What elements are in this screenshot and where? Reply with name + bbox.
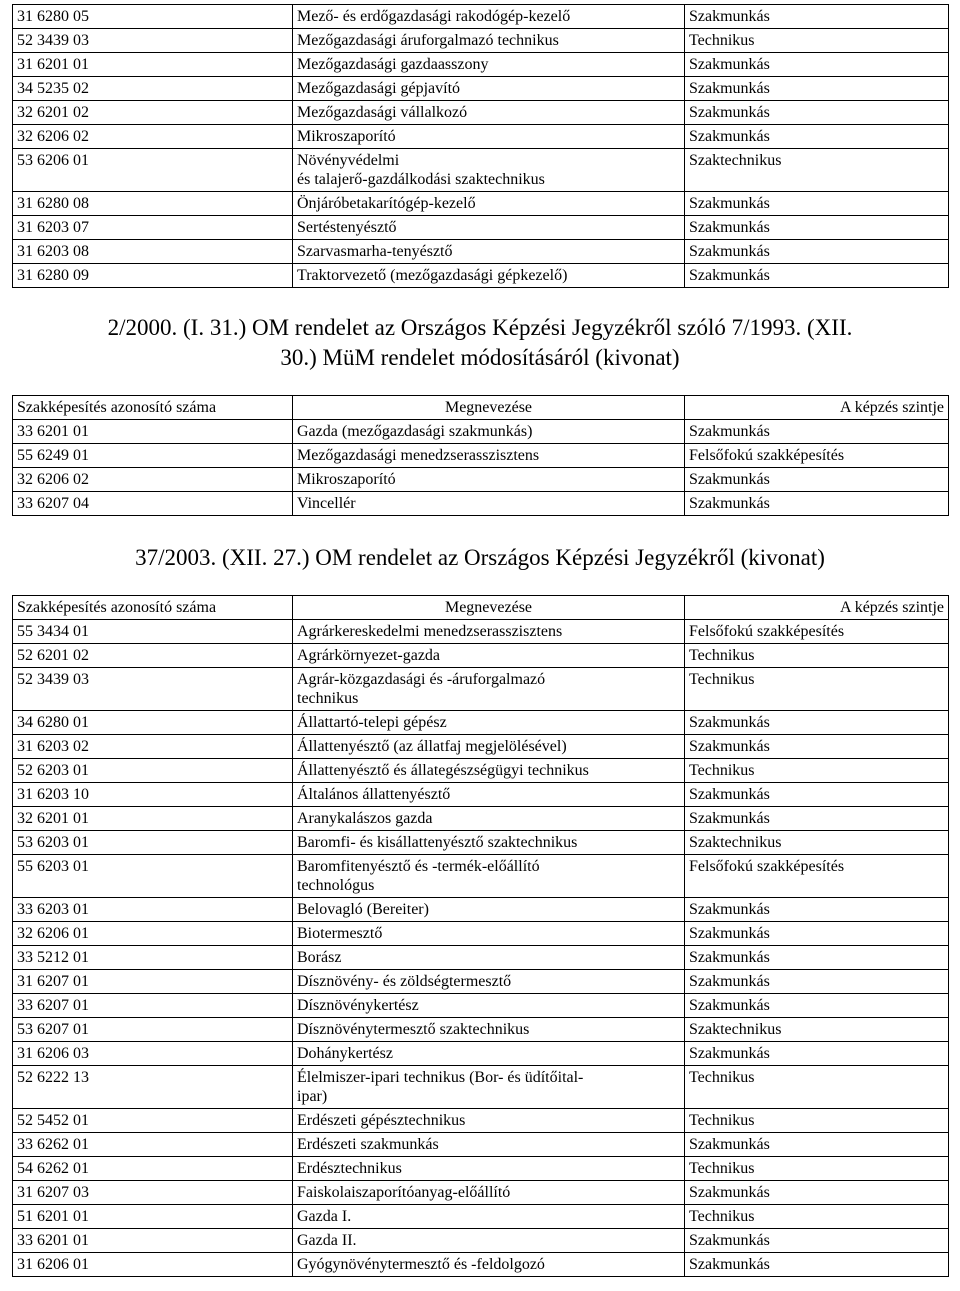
table-row <box>13 970 949 994</box>
cell-name <box>293 1205 685 1229</box>
cell-code: 52 6203 01 <box>13 759 293 783</box>
document-page <box>12 4 948 1277</box>
cell-name-line: Állattartó-telepi gépész <box>297 714 447 731</box>
cell-level: Szakmunkás <box>685 922 949 946</box>
cell-level: Technikus <box>685 29 949 53</box>
cell-name <box>293 125 685 149</box>
cell-code: 31 6207 01 <box>13 970 293 994</box>
cell-level: Szaktechnikus <box>685 831 949 855</box>
cell-code: 31 6203 02 <box>13 735 293 759</box>
cell-name <box>293 5 685 29</box>
cell-level: Szakmunkás <box>685 192 949 216</box>
cell-level: Technikus <box>685 759 949 783</box>
cell-name <box>293 1181 685 1205</box>
cell-name-line: Mezőgazdasági áruforgalmazó technikus <box>297 32 559 49</box>
cell-name-line: Mező- és erdőgazdasági rakodógép-kezelő <box>297 8 571 25</box>
table-row <box>13 1066 949 1109</box>
table-row <box>13 783 949 807</box>
cell-code: 51 6201 01 <box>13 1205 293 1229</box>
cell-code: 34 5235 02 <box>13 77 293 101</box>
cell-name <box>293 468 685 492</box>
table-row <box>13 1205 949 1229</box>
table-row <box>13 946 949 970</box>
cell-name-line: Baromfitenyésztő és -termék-előállító <box>297 858 540 875</box>
section-title-2003 <box>12 543 948 573</box>
cell-code: 52 3439 03 <box>13 29 293 53</box>
cell-name-line: Traktorvezető (mezőgazdasági gépkezelő) <box>297 267 568 284</box>
section-title-2000 <box>12 313 948 373</box>
table-row <box>13 420 949 444</box>
cell-level: Technikus <box>685 1157 949 1181</box>
cell-code: 33 6207 04 <box>13 492 293 516</box>
cell-level: Szakmunkás <box>685 994 949 1018</box>
cell-name-line: Mikroszaporító <box>297 471 396 488</box>
cell-name <box>293 1066 685 1109</box>
cell-code: 55 6203 01 <box>13 855 293 898</box>
cell-name-line: Gyógynövénytermesztő és -feldolgozó <box>297 1256 545 1273</box>
cell-name <box>293 620 685 644</box>
cell-level: Szakmunkás <box>685 1042 949 1066</box>
cell-name <box>293 1253 685 1277</box>
cell-name <box>293 492 685 516</box>
table-body <box>13 420 949 516</box>
header-code: Szakképesítés azonosító száma <box>13 396 293 420</box>
cell-name-line: Vincellér <box>297 495 356 512</box>
cell-name-line: Biotermesztő <box>297 925 383 942</box>
table-row <box>13 444 949 468</box>
table-row <box>13 855 949 898</box>
table-row <box>13 1181 949 1205</box>
cell-name <box>293 444 685 468</box>
cell-code: 33 6201 01 <box>13 1229 293 1253</box>
cell-name-line: Erdészeti szakmunkás <box>297 1136 439 1153</box>
cell-name <box>293 994 685 1018</box>
table-row <box>13 29 949 53</box>
table-row <box>13 492 949 516</box>
cell-level: Technikus <box>685 1205 949 1229</box>
cell-level: Szakmunkás <box>685 1253 949 1277</box>
cell-name <box>293 807 685 831</box>
cell-code: 34 6280 01 <box>13 711 293 735</box>
cell-level: Szakmunkás <box>685 783 949 807</box>
cell-code: 55 3434 01 <box>13 620 293 644</box>
title-line-1: 2/2000. (I. 31.) OM rendelet az Országos Képzési Jegyzékről szóló 7/1993. (XII. <box>107 315 853 340</box>
cell-name-line: Mezőgazdasági gazdaasszony <box>297 56 489 73</box>
table-section-3 <box>12 595 949 1277</box>
cell-name-line: Aranykalászos gazda <box>297 810 433 827</box>
cell-code: 31 6280 08 <box>13 192 293 216</box>
cell-code: 52 5452 01 <box>13 1109 293 1133</box>
cell-name-line: Agrár-közgazdasági és -áruforgalmazó <box>297 671 546 688</box>
cell-level: Szakmunkás <box>685 125 949 149</box>
cell-name <box>293 192 685 216</box>
cell-level: Szakmunkás <box>685 264 949 288</box>
cell-name-line: Növényvédelmi <box>297 152 400 169</box>
table-row <box>13 101 949 125</box>
cell-name-line: Mezőgazdasági menedzserasszisztens <box>297 447 540 464</box>
cell-name-line: ipar) <box>297 1088 328 1105</box>
header-code: Szakképesítés azonosító száma <box>13 596 293 620</box>
cell-level: Szakmunkás <box>685 240 949 264</box>
table-row <box>13 192 949 216</box>
cell-code: 52 6201 02 <box>13 644 293 668</box>
cell-level: Szakmunkás <box>685 711 949 735</box>
table-row <box>13 735 949 759</box>
cell-name <box>293 711 685 735</box>
cell-name-line: Borász <box>297 949 342 966</box>
table-row <box>13 807 949 831</box>
cell-level: Szakmunkás <box>685 735 949 759</box>
cell-code: 31 6207 03 <box>13 1181 293 1205</box>
cell-name-line: Élelmiszer-ipari technikus (Bor- és üdítőital- <box>297 1069 584 1086</box>
cell-code: 52 3439 03 <box>13 668 293 711</box>
cell-name <box>293 855 685 898</box>
table-header-row <box>13 596 949 620</box>
table-row <box>13 264 949 288</box>
cell-code: 31 6206 01 <box>13 1253 293 1277</box>
title-line-2: 30.) MüM rendelet módosításáról (kivonat) <box>280 345 680 370</box>
table-row <box>13 1018 949 1042</box>
cell-level: Szakmunkás <box>685 77 949 101</box>
cell-name <box>293 922 685 946</box>
cell-name-line: Baromfi- és kisállattenyésztő szaktechnikus <box>297 834 578 851</box>
table-row <box>13 922 949 946</box>
cell-level: Szakmunkás <box>685 1133 949 1157</box>
table-row <box>13 53 949 77</box>
cell-level: Szakmunkás <box>685 101 949 125</box>
table-row <box>13 216 949 240</box>
cell-level: Szakmunkás <box>685 1229 949 1253</box>
cell-level: Szakmunkás <box>685 492 949 516</box>
cell-level: Szakmunkás <box>685 898 949 922</box>
cell-name-line: Agrárkereskedelmi menedzserasszisztens <box>297 623 563 640</box>
cell-name-line: és talajerő-gazdálkodási szaktechnikus <box>297 171 545 188</box>
cell-name <box>293 1109 685 1133</box>
cell-code: 31 6203 07 <box>13 216 293 240</box>
table-row <box>13 1109 949 1133</box>
title-line: 37/2003. (XII. 27.) OM rendelet az Országos Képzési Jegyzékről (kivonat) <box>135 545 825 570</box>
cell-level: Technikus <box>685 644 949 668</box>
table-row <box>13 77 949 101</box>
header-name: Megnevezése <box>293 396 685 420</box>
cell-level: Felsőfokú szakképesítés <box>685 620 949 644</box>
cell-name-line: technológus <box>297 877 375 894</box>
cell-code: 53 6207 01 <box>13 1018 293 1042</box>
table-row <box>13 831 949 855</box>
cell-name-line: Mezőgazdasági gépjavító <box>297 80 461 97</box>
cell-name <box>293 1042 685 1066</box>
header-name: Megnevezése <box>293 596 685 620</box>
cell-name <box>293 264 685 288</box>
cell-name <box>293 420 685 444</box>
cell-level: Szakmunkás <box>685 53 949 77</box>
cell-code: 53 6206 01 <box>13 149 293 192</box>
cell-name-line: Gazda II. <box>297 1232 357 1249</box>
cell-name <box>293 29 685 53</box>
table-row <box>13 1133 949 1157</box>
table-row <box>13 5 949 29</box>
cell-level: Felsőfokú szakképesítés <box>685 444 949 468</box>
cell-name-line: Belovagló (Bereiter) <box>297 901 429 918</box>
cell-code: 52 6222 13 <box>13 1066 293 1109</box>
table-body <box>13 620 949 1277</box>
cell-name-line: Állattenyésztő (az állatfaj megjelölésével) <box>297 738 567 755</box>
cell-code: 31 6201 01 <box>13 53 293 77</box>
table-row <box>13 149 949 192</box>
cell-name <box>293 1018 685 1042</box>
cell-name <box>293 1229 685 1253</box>
table-row <box>13 668 949 711</box>
cell-name <box>293 831 685 855</box>
cell-name <box>293 898 685 922</box>
cell-name-line: technikus <box>297 690 359 707</box>
cell-name-line: Erdészeti gépésztechnikus <box>297 1112 466 1129</box>
cell-name-line: Mezőgazdasági vállalkozó <box>297 104 468 121</box>
cell-name-line: Mikroszaporító <box>297 128 396 145</box>
table-section-1 <box>12 4 949 288</box>
cell-code: 31 6203 10 <box>13 783 293 807</box>
header-level: A képzés szintje <box>685 596 949 620</box>
cell-level: Szakmunkás <box>685 970 949 994</box>
table-header-row <box>13 396 949 420</box>
cell-level: Szakmunkás <box>685 420 949 444</box>
table-row <box>13 468 949 492</box>
cell-level: Szakmunkás <box>685 5 949 29</box>
table-row <box>13 240 949 264</box>
cell-name <box>293 1157 685 1181</box>
cell-level: Technikus <box>685 668 949 711</box>
cell-code: 33 6201 01 <box>13 420 293 444</box>
cell-code: 31 6203 08 <box>13 240 293 264</box>
cell-name <box>293 216 685 240</box>
cell-level: Szakmunkás <box>685 1181 949 1205</box>
cell-level: Szakmunkás <box>685 807 949 831</box>
cell-name-line: Agrárkörnyezet-gazda <box>297 647 441 664</box>
cell-code: 32 6201 02 <box>13 101 293 125</box>
table-row <box>13 898 949 922</box>
table-row <box>13 1229 949 1253</box>
table-row <box>13 759 949 783</box>
cell-name <box>293 644 685 668</box>
cell-code: 31 6206 03 <box>13 1042 293 1066</box>
cell-level: Szakmunkás <box>685 468 949 492</box>
cell-name-line: Erdésztechnikus <box>297 1160 402 1177</box>
table-row <box>13 1253 949 1277</box>
cell-code: 55 6249 01 <box>13 444 293 468</box>
cell-name <box>293 783 685 807</box>
table-row <box>13 711 949 735</box>
cell-name <box>293 946 685 970</box>
cell-name <box>293 970 685 994</box>
cell-code: 32 6206 01 <box>13 922 293 946</box>
cell-code: 32 6206 02 <box>13 125 293 149</box>
cell-code: 53 6203 01 <box>13 831 293 855</box>
table-body <box>13 5 949 288</box>
cell-name <box>293 53 685 77</box>
cell-code: 33 5212 01 <box>13 946 293 970</box>
cell-name <box>293 735 685 759</box>
cell-name <box>293 668 685 711</box>
cell-level: Szakmunkás <box>685 216 949 240</box>
table-row <box>13 644 949 668</box>
cell-name-line: Dísznövény- és zöldségtermesztő <box>297 973 512 990</box>
cell-name-line: Állattenyésztő és állategészségügyi technikus <box>297 762 589 779</box>
cell-code: 32 6201 01 <box>13 807 293 831</box>
table-row <box>13 1042 949 1066</box>
header-level: A képzés szintje <box>685 396 949 420</box>
cell-level: Technikus <box>685 1109 949 1133</box>
cell-name-line: Gazda I. <box>297 1208 352 1225</box>
cell-name-line: Dísznövénykertész <box>297 997 419 1014</box>
cell-code: 31 6280 09 <box>13 264 293 288</box>
cell-name <box>293 240 685 264</box>
cell-level: Szaktechnikus <box>685 149 949 192</box>
cell-level: Felsőfokú szakképesítés <box>685 855 949 898</box>
cell-code: 54 6262 01 <box>13 1157 293 1181</box>
cell-name-line: Sertéstenyésztő <box>297 219 397 236</box>
table-row <box>13 994 949 1018</box>
cell-level: Szakmunkás <box>685 946 949 970</box>
cell-code: 33 6262 01 <box>13 1133 293 1157</box>
cell-code: 32 6206 02 <box>13 468 293 492</box>
cell-name <box>293 1133 685 1157</box>
cell-name-line: Önjáróbetakarítógép-kezelő <box>297 195 476 212</box>
cell-name-line: Dohánykertész <box>297 1045 393 1062</box>
table-row <box>13 1157 949 1181</box>
table-row <box>13 620 949 644</box>
table-row <box>13 125 949 149</box>
cell-name-line: Dísznövénytermesztő szaktechnikus <box>297 1021 530 1038</box>
cell-level: Technikus <box>685 1066 949 1109</box>
cell-name-line: Szarvasmarha-tenyésztő <box>297 243 453 260</box>
cell-code: 33 6207 01 <box>13 994 293 1018</box>
cell-name-line: Gazda (mezőgazdasági szakmunkás) <box>297 423 533 440</box>
cell-code: 33 6203 01 <box>13 898 293 922</box>
cell-name <box>293 759 685 783</box>
cell-level: Szaktechnikus <box>685 1018 949 1042</box>
cell-name-line: Faiskolaiszaporítóanyag-előállító <box>297 1184 511 1201</box>
cell-name <box>293 149 685 192</box>
cell-code: 31 6280 05 <box>13 5 293 29</box>
cell-name <box>293 77 685 101</box>
cell-name <box>293 101 685 125</box>
cell-name-line: Általános állattenyésztő <box>297 786 451 803</box>
table-section-2 <box>12 395 949 516</box>
